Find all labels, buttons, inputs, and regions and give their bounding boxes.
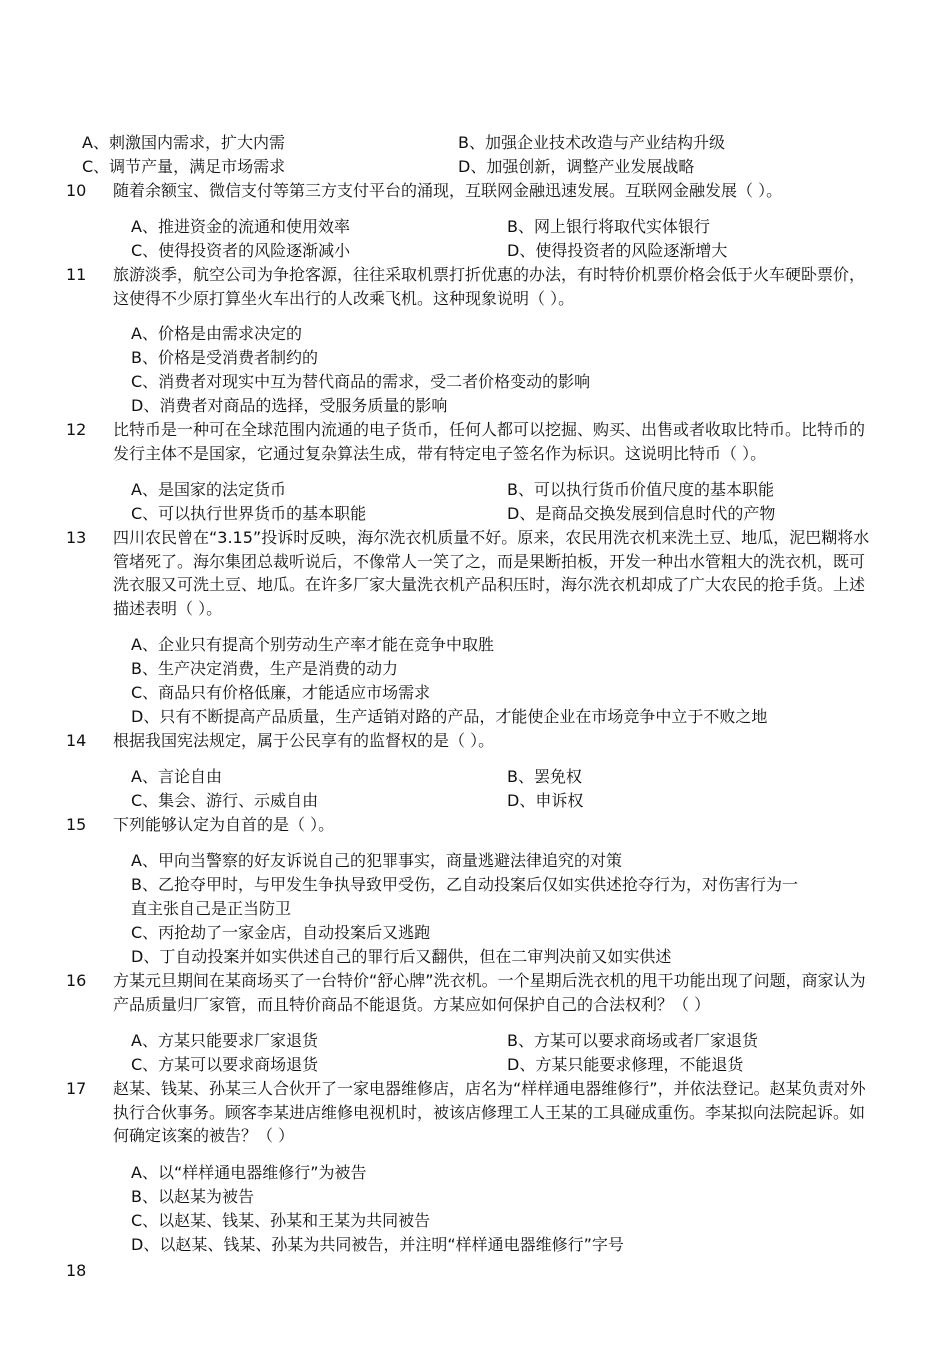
question-number: 12	[66, 420, 87, 439]
top-option-c: C、调节产量，满足市场需求	[82, 157, 286, 176]
question-number: 11	[66, 265, 87, 284]
question-number: 16	[66, 971, 87, 990]
option-b: B、网上银行将取代实体银行	[507, 217, 710, 236]
top-option-a: A、刺激国内需求，扩大内需	[82, 133, 285, 152]
option-c: C、方某可以要求商场退货	[131, 1055, 319, 1074]
option-c: C、以赵某、钱某、孙某和王某为共同被告	[131, 1211, 431, 1230]
option-d: D、丁自动投案并如实供述自己的罪行后又翻供，但在二审判决前又如实供述	[131, 947, 672, 966]
option-a: A、企业只有提高个别劳动生产率才能在竞争中取胜	[131, 635, 494, 654]
question-stem: 下列能够认定为自首的是（ ）。	[113, 815, 335, 834]
option-b: B、可以执行货币价值尺度的基本职能	[507, 480, 774, 499]
question-number: 13	[66, 528, 87, 547]
option-b: B、以赵某为被告	[131, 1187, 254, 1206]
option-d: D、以赵某、钱某、孙某为共同被告，并注明“样样通电器维修行”字号	[131, 1235, 624, 1254]
option-c: C、使得投资者的风险逐渐减小	[131, 241, 351, 260]
option-a: A、甲向当警察的好友诉说自己的犯罪事实，商量逃避法律追究的对策	[131, 851, 622, 870]
option-c: C、消费者对现实中互为替代商品的需求，受二者价格变动的影响	[131, 372, 591, 391]
question-stem: 方某元旦期间在某商场买了一台特价“舒心牌”洗衣机。一个星期后洗衣机的甩干功能出现了问题，商家认为产品质量归厂家管，而且特价商品不能退货。方某应如何保护自己的合法权利？（ ）	[113, 971, 866, 1014]
question-number: 17	[66, 1079, 87, 1098]
option-d: D、只有不断提高产品质量，生产适销对路的产品，才能使企业在市场竞争中立于不败之地	[131, 707, 768, 726]
question-number: 14	[66, 731, 87, 750]
top-option-d: D、加强创新，调整产业发展战略	[458, 157, 695, 176]
question-stem: 根据我国宪法规定，属于公民享有的监督权的是（ ）。	[113, 731, 495, 750]
question-stem: 比特币是一种可在全球范围内流通的电子货币，任何人都可以挖掘、购买、出售或者收取比特币。比特币的发行主体不是国家，它通过复杂算法生成，带有特定电子签名作为标识。这说明比特币（ ）。	[113, 420, 866, 463]
option-d: D、使得投资者的风险逐渐增大	[507, 241, 728, 260]
option-c: C、可以执行世界货币的基本职能	[131, 504, 367, 523]
option-b: B、乙抢夺甲时，与甲发生争执导致甲受伤，乙自动投案后仅如实供述抢夺行为，对伤害行为一	[131, 875, 798, 894]
option-b: B、方某可以要求商场或者厂家退货	[507, 1031, 758, 1050]
option-c: C、商品只有价格低廉，才能适应市场需求	[131, 683, 431, 702]
option-a: A、推进资金的流通和使用效率	[131, 217, 350, 236]
option-a: A、是国家的法定货币	[131, 480, 286, 499]
option-d: D、方某只能要求修理，不能退货	[507, 1055, 744, 1074]
question-stem: 四川农民曾在“3.15”投诉时反映，海尔洗衣机质量不好。原来，农民用洗衣机来洗土豆、地瓜，泥巴糊将水管堵死了。海尔集团总裁听说后，不像常人一笑了之，而是果断拍板，开发一种出水管粗大的洗衣机，既可洗衣服又可洗土豆、地瓜。在许多厂家大量洗衣机产品积压时，海尔洗衣机却成了广大农民的抢手货。上述描述表明（ ）。	[113, 528, 870, 618]
top-option-b: B、加强企业技术改造与产业结构升级	[458, 133, 725, 152]
option-d: D、消费者对商品的选择，受服务质量的影响	[131, 396, 448, 415]
question-number: 15	[66, 815, 87, 834]
question-stem: 随着余额宝、微信支付等第三方支付平台的涌现，互联网金融迅速发展。互联网金融发展（ ）。	[113, 181, 783, 200]
option-a: A、言论自由	[131, 767, 222, 786]
option-b: B、罢免权	[507, 767, 582, 786]
option-c: C、集会、游行、示威自由	[131, 791, 319, 810]
option-d: D、申诉权	[507, 791, 584, 810]
option-b: B、价格是受消费者制约的	[131, 348, 318, 367]
option-a: A、价格是由需求决定的	[131, 324, 302, 343]
option-b: B、生产决定消费，生产是消费的动力	[131, 659, 398, 678]
question-stem: 旅游淡季，航空公司为争抢客源，往往采取机票打折优惠的办法，有时特价机票价格会低于火车硬卧票价，这使得不少原打算坐火车出行的人改乘飞机。这种现象说明（ ）。	[113, 265, 866, 308]
option-a: A、以“样样通电器维修行”为被告	[131, 1163, 367, 1182]
option-a: A、方某只能要求厂家退货	[131, 1031, 318, 1050]
question-stem: 赵某、钱某、孙某三人合伙开了一家电器维修店，店名为“样样通电器维修行”，并依法登记。赵某负责对外执行合伙事务。顾客李某进店维修电视机时，被该店修理工人王某的工具碰成重伤。李某拟向法院起诉。如何确定该案的被告？（ ）	[113, 1079, 866, 1145]
option-b-continued: 直主张自己是正当防卫	[131, 899, 292, 918]
option-c: C、丙抢劫了一家金店，自动投案后又逃跑	[131, 923, 431, 942]
question-number: 18	[66, 1261, 87, 1280]
option-d: D、是商品交换发展到信息时代的产物	[507, 504, 776, 523]
question-number: 10	[66, 181, 87, 200]
